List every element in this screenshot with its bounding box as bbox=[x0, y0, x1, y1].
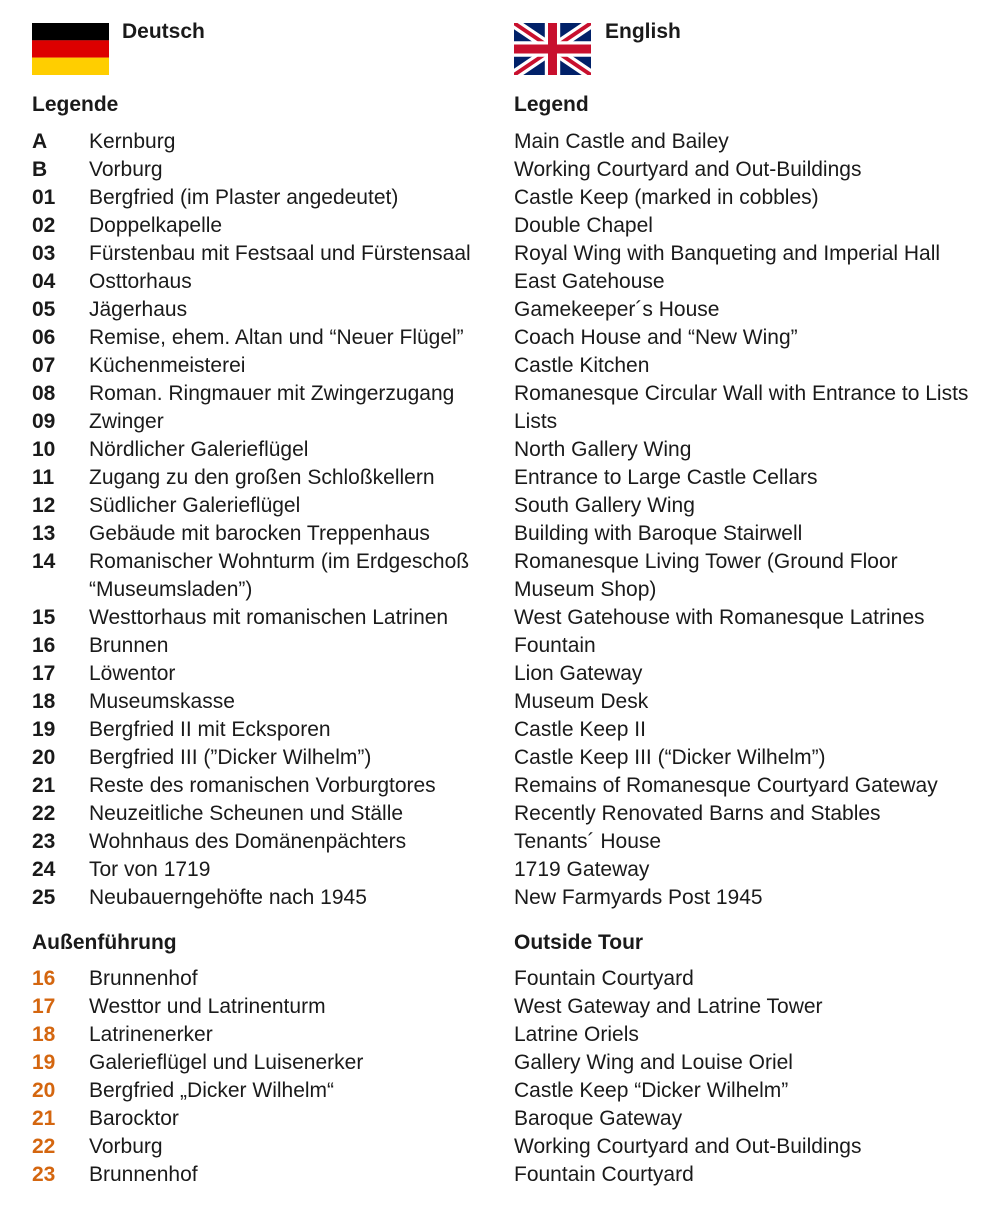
item-text: Castle Keep II bbox=[514, 718, 646, 741]
item-text: Romanischer Wohnturm (im Erdgeschoß “Museumsladen”) bbox=[89, 550, 470, 601]
item-text: Fürstenbau mit Festsaal und Fürstensaal bbox=[89, 242, 471, 265]
item-text: Lion Gateway bbox=[514, 662, 643, 685]
item-text: Latrine Oriels bbox=[514, 1023, 639, 1046]
english-tour-title: Outside Tour bbox=[514, 931, 644, 954]
item-text: West Gateway and Latrine Tower bbox=[514, 995, 823, 1018]
item-number: 21 bbox=[32, 774, 56, 797]
item-text: Castle Kitchen bbox=[514, 354, 650, 377]
item-text: West Gatehouse with Romanesque Latrines bbox=[514, 606, 925, 629]
item-text: Bergfried III (”Dicker Wilhelm”) bbox=[89, 746, 372, 769]
item-number: 11 bbox=[32, 466, 55, 489]
item-text: Reste des romanischen Vorburgtores bbox=[89, 774, 436, 797]
item-text: Südlicher Galerieflügel bbox=[89, 494, 301, 517]
item-text: 1719 Gateway bbox=[514, 858, 650, 881]
german-language-label: Deutsch bbox=[122, 20, 205, 43]
item-text: Lists bbox=[514, 410, 558, 433]
item-number: 17 bbox=[32, 995, 56, 1018]
item-number: 12 bbox=[32, 494, 56, 517]
item-text: Working Courtyard and Out-Buildings bbox=[514, 158, 862, 181]
item-number: 23 bbox=[32, 830, 56, 853]
item-text: Vorburg bbox=[89, 1135, 163, 1158]
item-number: 18 bbox=[32, 1023, 56, 1046]
item-text: Galerieflügel und Luisenerker bbox=[89, 1051, 364, 1074]
item-text: Royal Wing with Banqueting and Imperial Hall bbox=[514, 242, 941, 265]
item-text: Building with Baroque Stairwell bbox=[514, 522, 803, 545]
item-text: North Gallery Wing bbox=[514, 438, 692, 461]
german-flag-icon bbox=[32, 23, 109, 75]
item-number: 21 bbox=[32, 1107, 56, 1130]
item-number: 15 bbox=[32, 606, 56, 629]
item-number: 19 bbox=[32, 718, 56, 741]
item-text: Gamekeeper´s House bbox=[514, 298, 720, 321]
item-text: Museumskasse bbox=[89, 690, 235, 713]
item-number: A bbox=[32, 130, 48, 153]
item-number: 02 bbox=[32, 214, 56, 237]
item-number: 16 bbox=[32, 634, 56, 657]
item-number: 06 bbox=[32, 326, 56, 349]
item-text: Entrance to Large Castle Cellars bbox=[514, 466, 818, 489]
item-number: 25 bbox=[32, 886, 56, 909]
item-number: 03 bbox=[32, 242, 56, 265]
item-text: Doppelkapelle bbox=[89, 214, 223, 237]
item-text: New Farmyards Post 1945 bbox=[514, 886, 763, 909]
item-text: Brunnenhof bbox=[89, 967, 198, 990]
item-text: Neuzeitliche Scheunen und Ställe bbox=[89, 802, 404, 825]
item-text: Tor von 1719 bbox=[89, 858, 211, 881]
item-number: 13 bbox=[32, 522, 56, 545]
item-number: 23 bbox=[32, 1163, 56, 1186]
item-text: Gallery Wing and Louise Oriel bbox=[514, 1051, 793, 1074]
item-text: Westtorhaus mit romanischen Latrinen bbox=[89, 606, 449, 629]
german-legend-title: Legende bbox=[32, 93, 119, 116]
item-number: 20 bbox=[32, 1079, 56, 1102]
item-text: Wohnhaus des Domänenpächters bbox=[89, 830, 407, 853]
item-number: 04 bbox=[32, 270, 56, 293]
item-text: Fountain bbox=[514, 634, 596, 657]
item-text: Bergfried II mit Ecksporen bbox=[89, 718, 331, 741]
english-language-label: English bbox=[605, 20, 681, 43]
item-text: Romanesque Living Tower (Ground Floor Museum Shop) bbox=[514, 550, 898, 601]
item-text: Working Courtyard and Out-Buildings bbox=[514, 1135, 862, 1158]
item-text: Gebäude mit barocken Treppenhaus bbox=[89, 522, 430, 545]
item-number: 20 bbox=[32, 746, 56, 769]
item-text: Jägerhaus bbox=[89, 298, 188, 321]
item-number: 22 bbox=[32, 802, 56, 825]
item-text: Castle Keep III (“Dicker Wilhelm”) bbox=[514, 746, 826, 769]
item-number: 14 bbox=[32, 550, 56, 573]
item-text: Latrinenerker bbox=[89, 1023, 213, 1046]
item-text: Westtor und Latrinenturm bbox=[89, 995, 326, 1018]
item-number: 24 bbox=[32, 858, 56, 881]
english-legend-title: Legend bbox=[514, 93, 589, 116]
item-text: Coach House and “New Wing” bbox=[514, 326, 798, 349]
item-text: Main Castle and Bailey bbox=[514, 130, 729, 153]
item-number: 22 bbox=[32, 1135, 56, 1158]
item-text: Barocktor bbox=[89, 1107, 179, 1130]
item-text: Küchenmeisterei bbox=[89, 354, 246, 377]
item-text: Brunnen bbox=[89, 634, 169, 657]
item-number: 07 bbox=[32, 354, 56, 377]
item-text: Romanesque Circular Wall with Entrance to Lists bbox=[514, 382, 969, 405]
item-text: Neubauerngehöfte nach 1945 bbox=[89, 886, 367, 909]
item-text: South Gallery Wing bbox=[514, 494, 695, 517]
item-text: Roman. Ringmauer mit Zwingerzugang bbox=[89, 382, 455, 405]
german-tour-title: Außenführung bbox=[32, 931, 177, 954]
item-number: 16 bbox=[32, 967, 56, 990]
item-number: 19 bbox=[32, 1051, 56, 1074]
item-text: Baroque Gateway bbox=[514, 1107, 683, 1130]
item-number: 05 bbox=[32, 298, 56, 321]
item-number: B bbox=[32, 158, 48, 181]
item-number: 09 bbox=[32, 410, 56, 433]
item-text: Kernburg bbox=[89, 130, 176, 153]
item-text: Recently Renovated Barns and Stables bbox=[514, 802, 881, 825]
item-text: Remains of Romanesque Courtyard Gateway bbox=[514, 774, 938, 797]
uk-flag-icon bbox=[514, 23, 591, 75]
item-number: 10 bbox=[32, 438, 56, 461]
item-text: Zwinger bbox=[89, 410, 164, 433]
item-number: 17 bbox=[32, 662, 56, 685]
item-number: 01 bbox=[32, 186, 56, 209]
item-text: Brunnenhof bbox=[89, 1163, 198, 1186]
item-text: Castle Keep (marked in cobbles) bbox=[514, 186, 819, 209]
item-text: Osttorhaus bbox=[89, 270, 192, 293]
item-text: Tenants´ House bbox=[514, 830, 662, 853]
item-text: Fountain Courtyard bbox=[514, 1163, 694, 1186]
item-text: Löwentor bbox=[89, 662, 176, 685]
item-text: Castle Keep “Dicker Wilhelm” bbox=[514, 1079, 789, 1102]
item-text: Double Chapel bbox=[514, 214, 653, 237]
item-text: Nördlicher Galerieflügel bbox=[89, 438, 309, 461]
item-text: Fountain Courtyard bbox=[514, 967, 694, 990]
item-number: 08 bbox=[32, 382, 56, 405]
item-text: Remise, ehem. Altan und “Neuer Flügel” bbox=[89, 326, 464, 349]
item-number: 18 bbox=[32, 690, 56, 713]
item-text: Bergfried „Dicker Wilhelm“ bbox=[89, 1079, 335, 1102]
item-text: East Gatehouse bbox=[514, 270, 665, 293]
item-text: Bergfried (im Plaster angedeutet) bbox=[89, 186, 399, 209]
item-text: Vorburg bbox=[89, 158, 163, 181]
item-text: Museum Desk bbox=[514, 690, 649, 713]
item-text: Zugang zu den großen Schloßkellern bbox=[89, 466, 435, 489]
